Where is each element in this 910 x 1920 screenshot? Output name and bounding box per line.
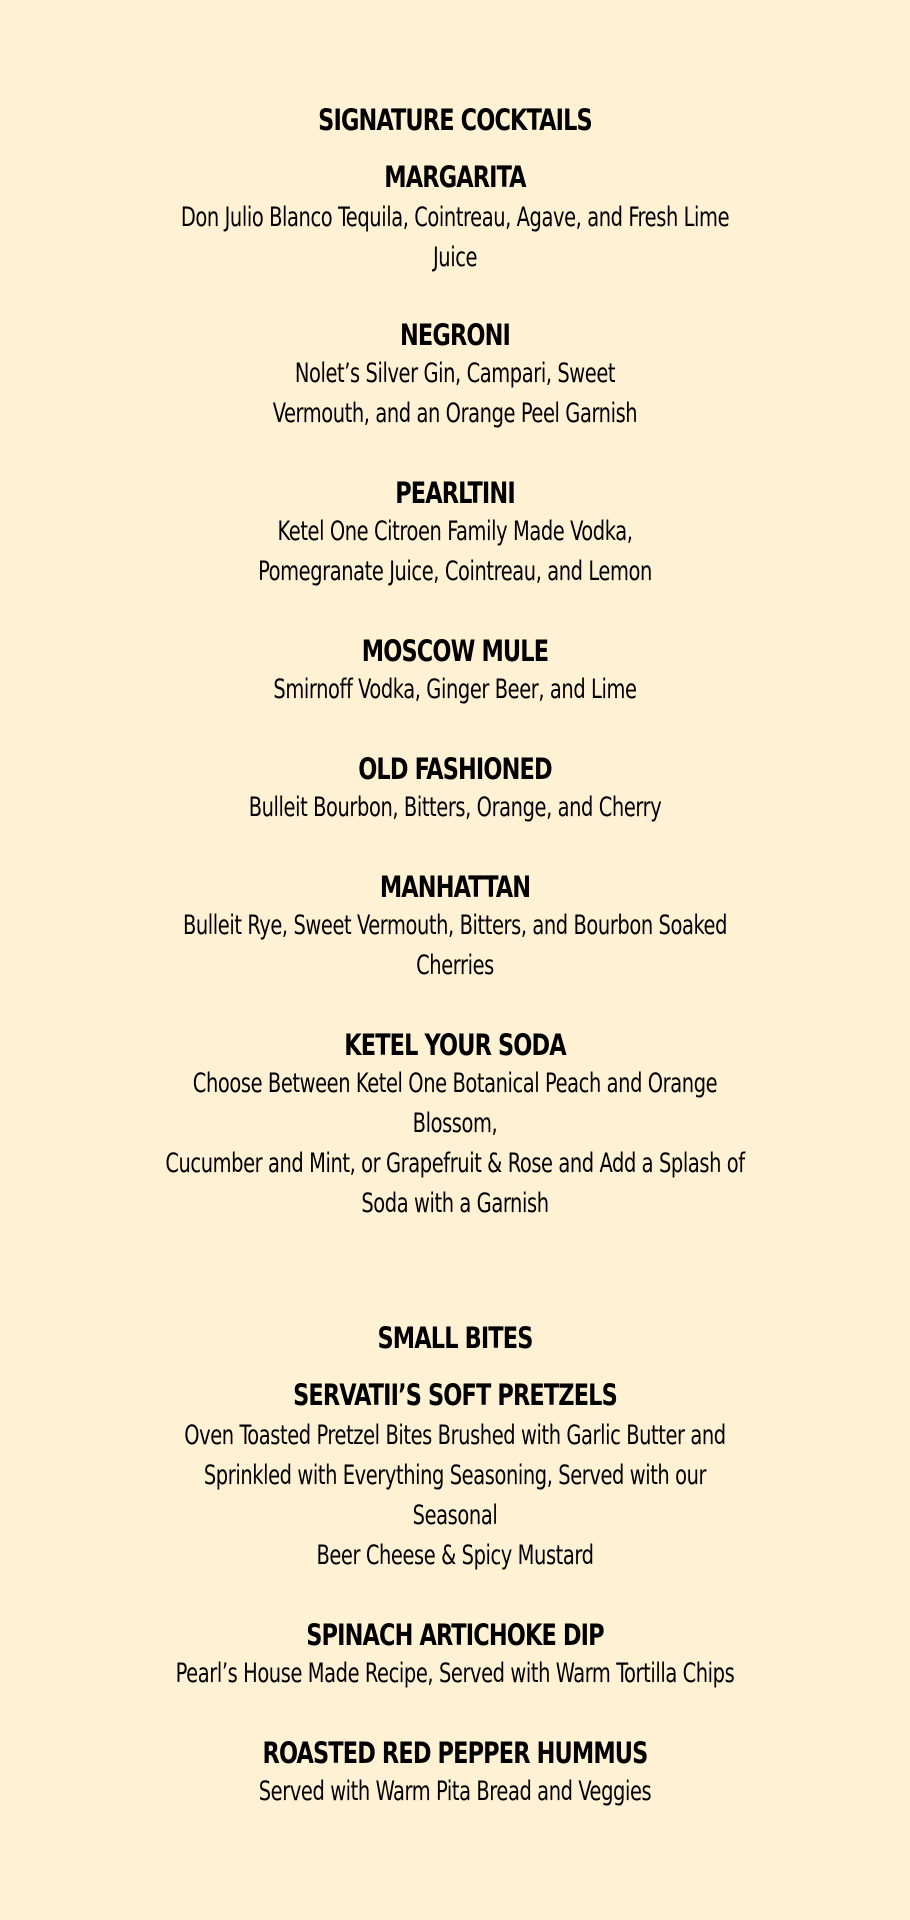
item-description <box>159 354 751 434</box>
item-name: KETEL YOUR SODA <box>344 1028 566 1062</box>
item-name: SPINACH ARTICHOKE DIP <box>306 1618 604 1652</box>
item-name: ROASTED RED PEPPER HUMMUS <box>262 1736 648 1770</box>
item-name: SERVATII’S SOFT PRETZELS <box>293 1378 617 1412</box>
menu-item-negroni <box>85 316 825 434</box>
item-description <box>159 788 751 828</box>
item-description-line: Choose Between Ketel One Botanical Peach and Orange Blossom, <box>192 1068 718 1139</box>
item-description-line: Cucumber and Mint, or Grapefruit & Rose and Add a Splash of <box>165 1148 745 1179</box>
menu-item-spinach-artichoke-dip <box>85 1616 825 1694</box>
menu-item-manhattan <box>85 868 825 986</box>
item-description <box>159 1416 751 1576</box>
menu-section-small-bites <box>0 1318 910 1812</box>
item-description <box>159 198 751 278</box>
item-description-line: Pearl’s House Made Recipe, Served with Warm Tortilla Chips <box>175 1658 735 1689</box>
item-name: MOSCOW MULE <box>361 634 549 668</box>
item-description-line: Served with Warm Pita Bread and Veggies <box>258 1776 652 1807</box>
item-description <box>159 1064 751 1224</box>
item-description-line: Ketel One Citroen Family Made Vodka, <box>277 516 633 547</box>
item-description-line: Soda with a Garnish <box>361 1188 549 1219</box>
item-description-line: Don Julio Blanco Tequila, Cointreau, Agave, and Fresh Lime Juice <box>180 202 730 273</box>
item-description-line: Beer Cheese & Spicy Mustard <box>316 1540 594 1571</box>
item-name: OLD FASHIONED <box>358 752 552 786</box>
item-description-line: Bulleit Bourbon, Bitters, Orange, and Cherry <box>248 792 662 823</box>
item-description <box>159 906 751 986</box>
item-name: MARGARITA <box>384 160 526 194</box>
menu-item-pearltini <box>85 474 825 592</box>
menu-item-ketel-your-soda <box>85 1026 825 1224</box>
item-description <box>159 1772 751 1812</box>
item-description-line: Pomegranate Juice, Cointreau, and Lemon <box>258 556 652 587</box>
item-description <box>159 1654 751 1694</box>
menu-item-moscow-mule <box>85 632 825 710</box>
item-description-line: Vermouth, and an Orange Peel Garnish <box>272 398 638 429</box>
item-description-line: Cherries <box>416 950 494 981</box>
item-name: PEARLTINI <box>395 476 515 510</box>
item-description-line: Bulleit Rye, Sweet Vermouth, Bitters, and Bourbon Soaked <box>182 910 728 941</box>
menu-item-soft-pretzels <box>85 1376 825 1576</box>
item-name: NEGRONI <box>400 318 510 352</box>
item-description-line: Smirnoff Vodka, Ginger Beer, and Lime <box>273 674 637 705</box>
menu-item-red-pepper-hummus <box>85 1734 825 1812</box>
menu-item-margarita <box>85 158 825 278</box>
section-heading: SMALL BITES <box>377 1321 533 1355</box>
item-description-line: Oven Toasted Pretzel Bites Brushed with Garlic Butter and <box>184 1420 726 1451</box>
section-heading: SIGNATURE COCKTAILS <box>318 103 592 137</box>
item-name: MANHATTAN <box>379 870 531 904</box>
item-description <box>159 512 751 592</box>
item-description-line: Sprinkled with Everything Seasoning, Served with our Seasonal <box>203 1460 707 1531</box>
menu-item-old-fashioned <box>85 750 825 828</box>
menu-section-cocktails <box>0 100 910 1224</box>
item-description <box>159 670 751 710</box>
item-description-line: Nolet’s Silver Gin, Campari, Sweet <box>294 358 616 389</box>
